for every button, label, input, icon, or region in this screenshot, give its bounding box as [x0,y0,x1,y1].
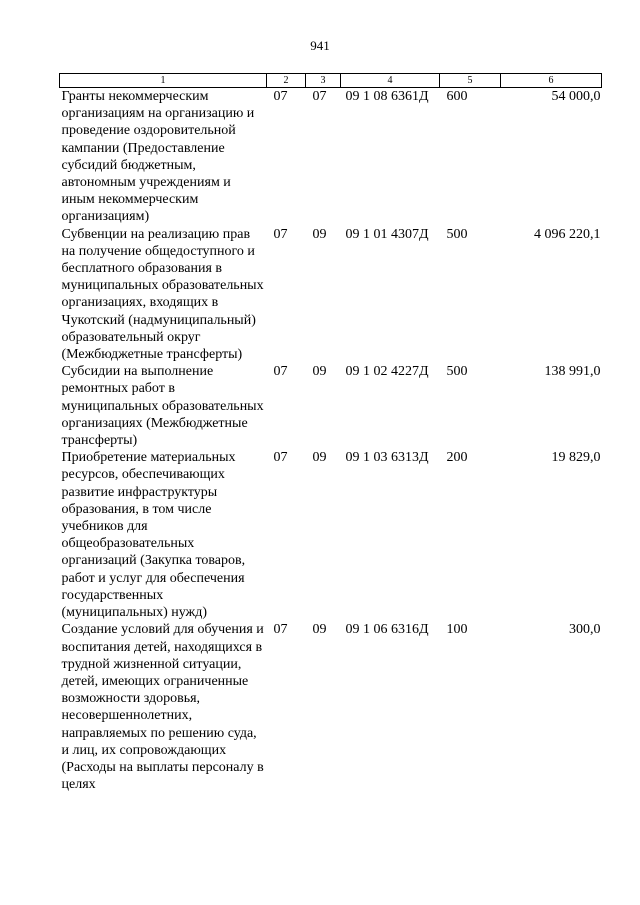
header-col-6: 6 [501,74,602,88]
row-amount: 19 829,0 [551,450,601,466]
header-col-5: 5 [440,74,501,88]
row-amount: 138 991,0 [544,364,601,380]
row-expense-type: 500 [446,226,468,242]
table-row [60,449,602,621]
row-amount: 4 096 220,1 [534,226,601,242]
row-subsection: 07 [312,89,327,104]
row-section: 07 [273,364,288,380]
table-row [60,363,602,449]
header-col-2: 2 [267,74,306,88]
row-subsection: 09 [312,364,327,380]
row-expense-type: 600 [446,89,468,104]
row-name: Субсидии на выполнение ремонтных работ в муниципальных образовательных организациях (Межбюджетные трансферты) [61,364,264,449]
table-row [60,88,602,226]
row-target: 09 1 06 6316Д [345,622,429,638]
row-section: 07 [273,450,288,466]
header-col-3: 3 [306,74,341,88]
row-subsection: 09 [312,622,327,638]
header-col-1: 1 [60,74,267,88]
row-name: Создание условий для обучения и воспитания детей, находящихся в трудной жизненной ситуации, детей, имеющих ограниченные возможности здоровья, несовершеннолетних, направляемых по решению суда, и лиц, их сопровождающих (Расходы на выплаты персоналу в целях [61,622,264,793]
table-body [60,88,602,794]
row-subsection: 09 [312,226,327,242]
row-name: Субвенции на реализацию прав на получение общедоступного и бесплатного образования в муниципальных образовательных организациях, входящих в Чукотский (надмуниципальный) образовательный округ (Межбюджетные трансферты) [61,226,264,363]
row-target: 09 1 01 4307Д [345,226,429,242]
row-amount: 300,0 [569,622,601,638]
header-col-4: 4 [341,74,440,88]
row-section: 07 [273,622,288,638]
row-expense-type: 200 [446,450,468,466]
budget-table [59,73,602,793]
row-expense-type: 500 [446,364,468,380]
row-expense-type: 100 [446,622,468,638]
row-amount: 54 000,0 [551,89,601,104]
row-name: Приобретение материальных ресурсов, обеспечивающих развитие инфраструктуры образования, в том числе учебников для общеобразовательных организаций (Закупка товаров, работ и услуг для обеспечения государственных (муниципальных) нужд) [61,450,246,621]
row-target: 09 1 02 4227Д [345,364,429,380]
row-section: 07 [273,89,288,104]
row-target: 09 1 03 6313Д [345,450,429,466]
table-header [60,74,602,88]
table-row [60,226,602,364]
row-section: 07 [273,226,288,242]
row-target: 09 1 08 6361Д [345,89,429,104]
row-subsection: 09 [312,450,327,466]
row-name: Гранты некоммерческим организациям на организацию и проведение оздоровительной кампании (Предоставление субсидий бюджетным, автономным учреждениям и иным некоммерческим организациям) [61,89,255,225]
table-row [60,621,602,793]
page-number: 941 [310,38,330,53]
